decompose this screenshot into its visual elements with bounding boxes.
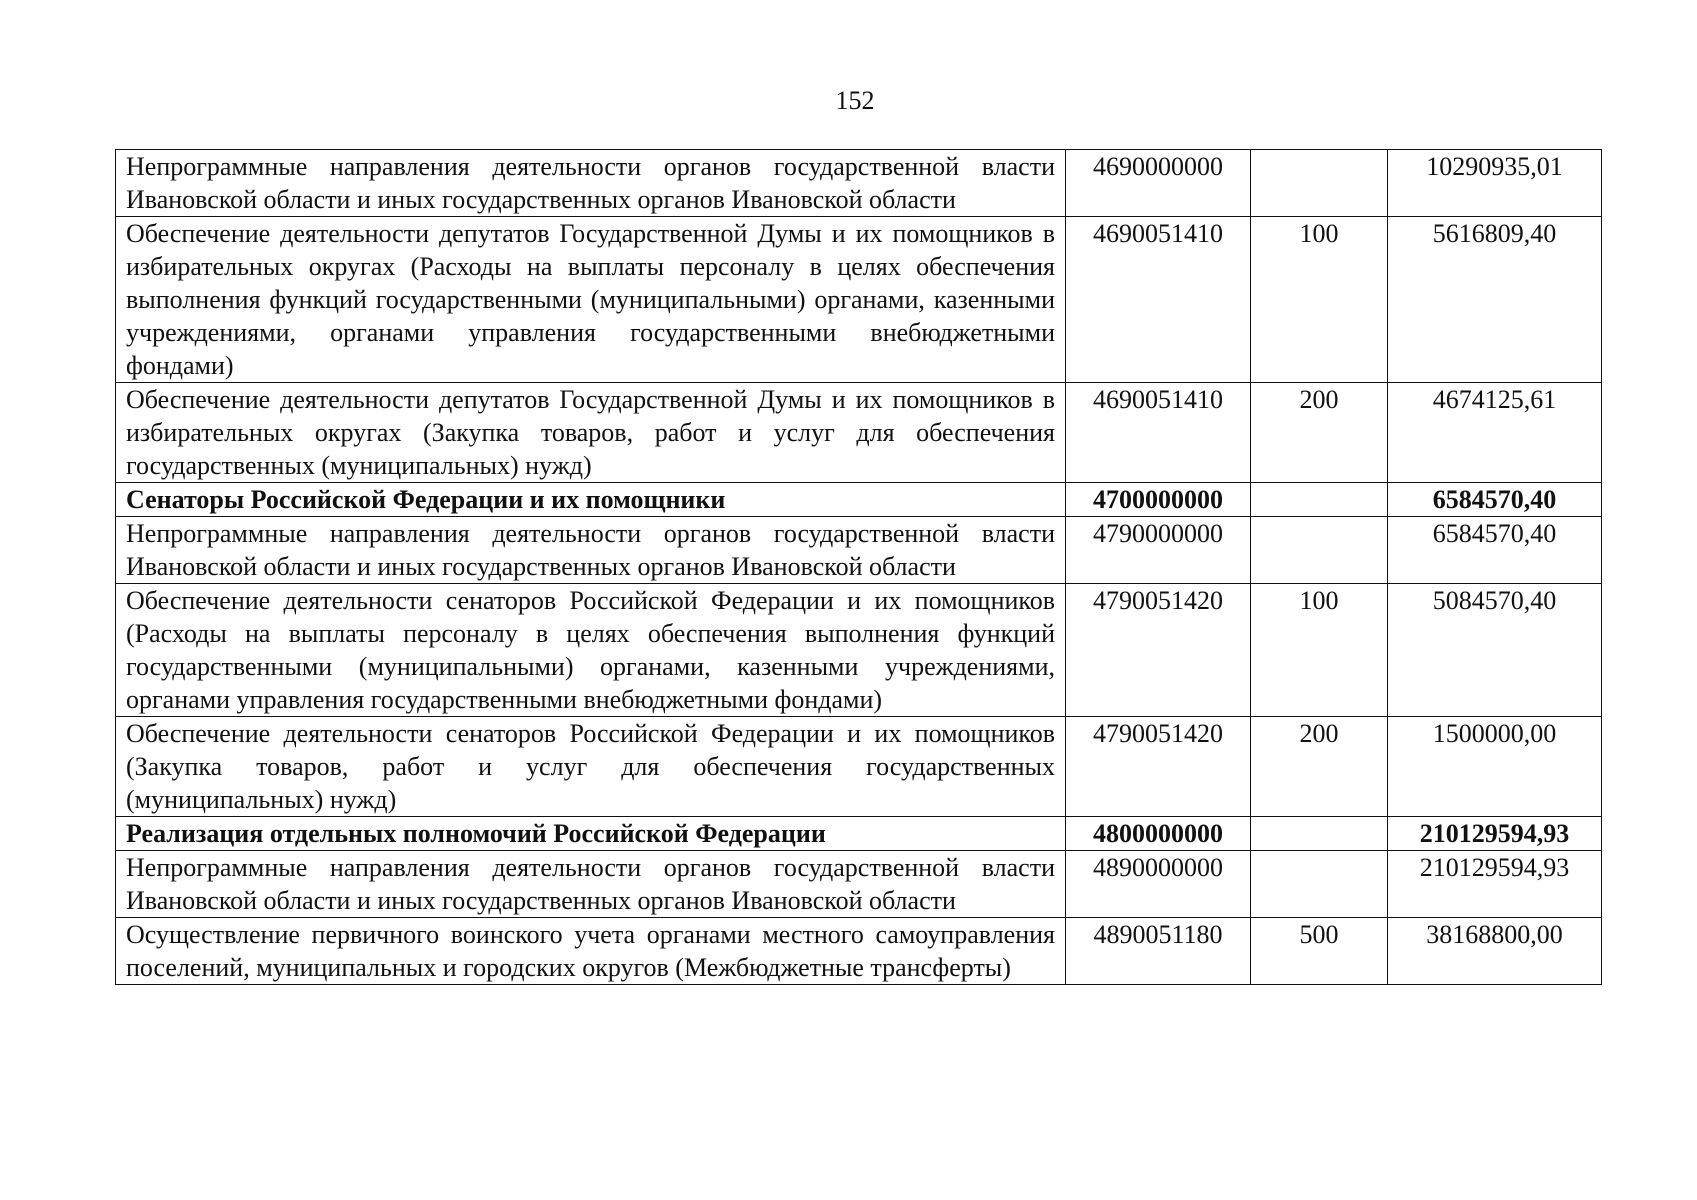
amount-cell: 210129594,93 [1388,851,1602,918]
amount-cell: 5084570,40 [1388,584,1602,717]
expense-type-cell [1251,851,1388,918]
table-row [116,918,1602,985]
expense-type-cell [1251,517,1388,584]
expense-type-cell: 100 [1251,217,1388,383]
expense-name-cell: Непрограммные направления деятельности органов государственной власти Ивановской области и иных государственных органов Ивановской области [116,851,1066,918]
table-row [116,150,1602,217]
expense-type-cell: 500 [1251,918,1388,985]
expense-type-cell: 200 [1251,383,1388,483]
table-row [116,584,1602,717]
target-code-cell: 4690000000 [1066,150,1251,217]
target-code-cell: 4690051410 [1066,383,1251,483]
table-row [116,517,1602,584]
target-code-cell: 4800000000 [1066,817,1251,851]
table-row-section [116,483,1602,517]
target-code-cell: 4790000000 [1066,517,1251,584]
target-code-cell: 4790051420 [1066,717,1251,817]
expense-name-cell: Обеспечение деятельности сенаторов Российской Федерации и их помощников (Расходы на выплаты персоналу в целях обеспечения выполнения функций государственными (муниципальными) органами, казенными учреждениями, органами управления государственными внебюджетными фондами) [116,584,1066,717]
page-number: 152 [835,86,875,115]
amount-cell: 10290935,01 [1388,150,1602,217]
target-code-cell: 4890000000 [1066,851,1251,918]
target-code-cell: 4700000000 [1066,483,1251,517]
amount-cell: 210129594,93 [1388,817,1602,851]
table-row [116,717,1602,817]
amount-cell: 5616809,40 [1388,217,1602,383]
expense-name-cell: Обеспечение деятельности депутатов Государственной Думы и их помощников в избирательных округах (Закупка товаров, работ и услуг для обеспечения государственных (муниципальных) нужд) [116,383,1066,483]
target-code-cell: 4890051180 [1066,918,1251,985]
amount-cell: 1500000,00 [1388,717,1602,817]
expense-name-cell: Обеспечение деятельности депутатов Государственной Думы и их помощников в избирательных округах (Расходы на выплаты персоналу в целях обеспечения выполнения функций государственными (муниципальными) органами, казенными учреждениями, органами управления государственными внебюджетными фондами) [116,217,1066,383]
amount-cell: 4674125,61 [1388,383,1602,483]
expense-type-cell [1251,150,1388,217]
expense-type-cell [1251,483,1388,517]
budget-table [115,149,1602,985]
table-row [116,217,1602,383]
expense-name-cell: Непрограммные направления деятельности органов государственной власти Ивановской области и иных государственных органов Ивановской области [116,150,1066,217]
expense-name-cell: Реализация отдельных полномочий Российской Федерации [116,817,1066,851]
expense-name-cell: Сенаторы Российской Федерации и их помощники [116,483,1066,517]
target-code-cell: 4790051420 [1066,584,1251,717]
expense-name-cell: Осуществление первичного воинского учета органами местного самоуправления поселений, муниципальных и городских округов (Межбюджетные трансферты) [116,918,1066,985]
expense-name-cell: Непрограммные направления деятельности органов государственной власти Ивановской области и иных государственных органов Ивановской области [116,517,1066,584]
amount-cell: 6584570,40 [1388,517,1602,584]
amount-cell: 38168800,00 [1388,918,1602,985]
table-row [116,383,1602,483]
expense-type-cell: 200 [1251,717,1388,817]
expense-type-cell [1251,817,1388,851]
target-code-cell: 4690051410 [1066,217,1251,383]
table-row-section [116,817,1602,851]
expense-name-cell: Обеспечение деятельности сенаторов Российской Федерации и их помощников (Закупка товаров, работ и услуг для обеспечения государственных (муниципальных) нужд) [116,717,1066,817]
amount-cell: 6584570,40 [1388,483,1602,517]
budget-table-body [116,150,1602,985]
expense-type-cell: 100 [1251,584,1388,717]
table-row [116,851,1602,918]
